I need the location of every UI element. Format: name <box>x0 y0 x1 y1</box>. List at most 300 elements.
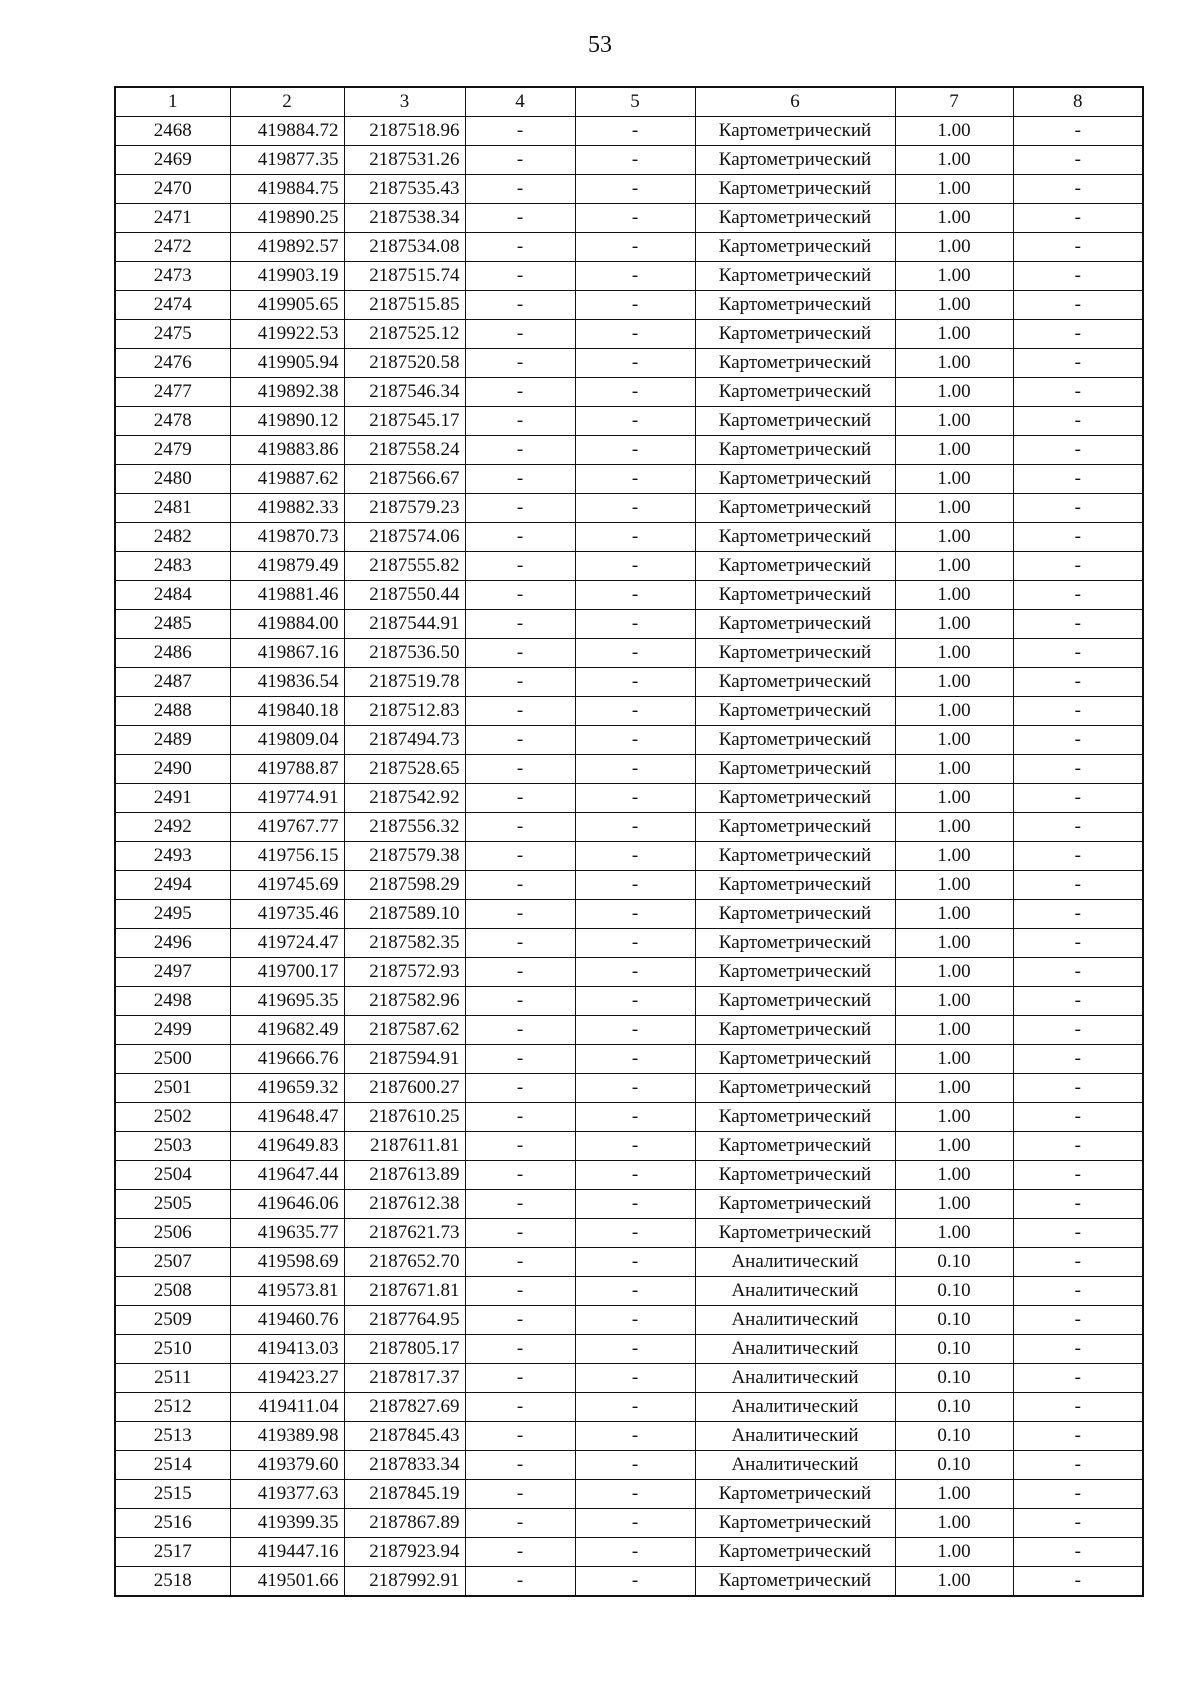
cell-x-coordinate: 419836.54 <box>230 668 344 697</box>
cell-method: Аналитический <box>695 1451 895 1480</box>
cell-point-number: 2475 <box>115 320 230 349</box>
cell-accuracy: 0.10 <box>895 1393 1013 1422</box>
cell-accuracy: 1.00 <box>895 233 1013 262</box>
cell-accuracy: 1.00 <box>895 639 1013 668</box>
cell-method: Картометрический <box>695 1161 895 1190</box>
cell-col-5-value: - <box>575 378 695 407</box>
cell-x-coordinate: 419389.98 <box>230 1422 344 1451</box>
cell-y-coordinate: 2187538.34 <box>344 204 465 233</box>
table-row <box>115 1364 1143 1393</box>
cell-x-coordinate: 419788.87 <box>230 755 344 784</box>
cell-accuracy: 0.10 <box>895 1306 1013 1335</box>
cell-x-coordinate: 419724.47 <box>230 929 344 958</box>
cell-point-number: 2476 <box>115 349 230 378</box>
cell-accuracy: 1.00 <box>895 900 1013 929</box>
cell-point-number: 2480 <box>115 465 230 494</box>
cell-accuracy: 0.10 <box>895 1364 1013 1393</box>
cell-col-8-value: - <box>1013 436 1143 465</box>
cell-y-coordinate: 2187525.12 <box>344 320 465 349</box>
cell-col-5-value: - <box>575 320 695 349</box>
cell-col-5-value: - <box>575 1509 695 1538</box>
cell-col-8-value: - <box>1013 349 1143 378</box>
cell-accuracy: 1.00 <box>895 494 1013 523</box>
cell-method: Картометрический <box>695 407 895 436</box>
cell-col-8-value: - <box>1013 1422 1143 1451</box>
cell-col-5-value: - <box>575 1451 695 1480</box>
cell-col-5-value: - <box>575 755 695 784</box>
cell-y-coordinate: 2187613.89 <box>344 1161 465 1190</box>
cell-point-number: 2507 <box>115 1248 230 1277</box>
cell-point-number: 2479 <box>115 436 230 465</box>
cell-point-number: 2486 <box>115 639 230 668</box>
table-row <box>115 784 1143 813</box>
cell-col-8-value: - <box>1013 1277 1143 1306</box>
cell-point-number: 2483 <box>115 552 230 581</box>
cell-col-5-value: - <box>575 610 695 639</box>
table-row <box>115 465 1143 494</box>
cell-col-4-value: - <box>465 900 575 929</box>
cell-col-8-value: - <box>1013 987 1143 1016</box>
cell-y-coordinate: 2187805.17 <box>344 1335 465 1364</box>
cell-x-coordinate: 419399.35 <box>230 1509 344 1538</box>
cell-point-number: 2471 <box>115 204 230 233</box>
cell-col-8-value: - <box>1013 523 1143 552</box>
cell-y-coordinate: 2187558.24 <box>344 436 465 465</box>
table-row <box>115 1219 1143 1248</box>
cell-col-8-value: - <box>1013 1190 1143 1219</box>
cell-x-coordinate: 419745.69 <box>230 871 344 900</box>
table-row <box>115 1335 1143 1364</box>
cell-x-coordinate: 419756.15 <box>230 842 344 871</box>
cell-col-4-value: - <box>465 639 575 668</box>
cell-col-4-value: - <box>465 697 575 726</box>
cell-method: Картометрический <box>695 552 895 581</box>
cell-accuracy: 1.00 <box>895 929 1013 958</box>
cell-method: Картометрический <box>695 1132 895 1161</box>
cell-x-coordinate: 419809.04 <box>230 726 344 755</box>
cell-col-4-value: - <box>465 871 575 900</box>
cell-point-number: 2502 <box>115 1103 230 1132</box>
cell-accuracy: 1.00 <box>895 407 1013 436</box>
cell-col-5-value: - <box>575 117 695 146</box>
cell-col-8-value: - <box>1013 233 1143 262</box>
table-row <box>115 668 1143 697</box>
cell-point-number: 2505 <box>115 1190 230 1219</box>
cell-method: Картометрический <box>695 1480 895 1509</box>
cell-col-4-value: - <box>465 1306 575 1335</box>
cell-x-coordinate: 419635.77 <box>230 1219 344 1248</box>
cell-col-8-value: - <box>1013 378 1143 407</box>
page-number: 53 <box>588 32 612 58</box>
cell-y-coordinate: 2187827.69 <box>344 1393 465 1422</box>
cell-y-coordinate: 2187587.62 <box>344 1016 465 1045</box>
cell-col-8-value: - <box>1013 1132 1143 1161</box>
cell-col-4-value: - <box>465 1538 575 1567</box>
cell-col-4-value: - <box>465 958 575 987</box>
cell-col-5-value: - <box>575 175 695 204</box>
cell-x-coordinate: 419573.81 <box>230 1277 344 1306</box>
cell-y-coordinate: 2187579.38 <box>344 842 465 871</box>
cell-y-coordinate: 2187671.81 <box>344 1277 465 1306</box>
cell-y-coordinate: 2187566.67 <box>344 465 465 494</box>
cell-col-8-value: - <box>1013 1335 1143 1364</box>
cell-col-4-value: - <box>465 378 575 407</box>
cell-point-number: 2514 <box>115 1451 230 1480</box>
cell-method: Картометрический <box>695 987 895 1016</box>
coordinates-table <box>114 86 1144 1597</box>
cell-point-number: 2516 <box>115 1509 230 1538</box>
cell-y-coordinate: 2187612.38 <box>344 1190 465 1219</box>
cell-point-number: 2512 <box>115 1393 230 1422</box>
cell-x-coordinate: 419598.69 <box>230 1248 344 1277</box>
cell-point-number: 2491 <box>115 784 230 813</box>
column-header-3: 3 <box>344 87 465 117</box>
cell-x-coordinate: 419411.04 <box>230 1393 344 1422</box>
cell-point-number: 2497 <box>115 958 230 987</box>
table-row <box>115 175 1143 204</box>
cell-accuracy: 1.00 <box>895 1538 1013 1567</box>
cell-point-number: 2498 <box>115 987 230 1016</box>
table-row <box>115 1538 1143 1567</box>
column-header-1: 1 <box>115 87 230 117</box>
cell-x-coordinate: 419648.47 <box>230 1103 344 1132</box>
cell-y-coordinate: 2187555.82 <box>344 552 465 581</box>
cell-col-5-value: - <box>575 1364 695 1393</box>
cell-accuracy: 1.00 <box>895 1103 1013 1132</box>
cell-col-4-value: - <box>465 987 575 1016</box>
cell-y-coordinate: 2187833.34 <box>344 1451 465 1480</box>
cell-col-4-value: - <box>465 1132 575 1161</box>
cell-col-4-value: - <box>465 117 575 146</box>
cell-y-coordinate: 2187544.91 <box>344 610 465 639</box>
table-row <box>115 1132 1143 1161</box>
cell-col-8-value: - <box>1013 813 1143 842</box>
cell-accuracy: 0.10 <box>895 1335 1013 1364</box>
cell-y-coordinate: 2187992.91 <box>344 1567 465 1597</box>
cell-y-coordinate: 2187589.10 <box>344 900 465 929</box>
cell-method: Картометрический <box>695 1016 895 1045</box>
cell-x-coordinate: 419460.76 <box>230 1306 344 1335</box>
cell-method: Картометрический <box>695 1219 895 1248</box>
cell-col-4-value: - <box>465 204 575 233</box>
cell-y-coordinate: 2187531.26 <box>344 146 465 175</box>
table-row <box>115 349 1143 378</box>
table-row <box>115 929 1143 958</box>
cell-point-number: 2493 <box>115 842 230 871</box>
cell-method: Аналитический <box>695 1248 895 1277</box>
cell-col-8-value: - <box>1013 552 1143 581</box>
cell-col-4-value: - <box>465 494 575 523</box>
cell-y-coordinate: 2187621.73 <box>344 1219 465 1248</box>
cell-col-5-value: - <box>575 668 695 697</box>
cell-x-coordinate: 419905.65 <box>230 291 344 320</box>
cell-point-number: 2518 <box>115 1567 230 1597</box>
cell-col-8-value: - <box>1013 1451 1143 1480</box>
cell-point-number: 2515 <box>115 1480 230 1509</box>
table-row <box>115 610 1143 639</box>
cell-col-4-value: - <box>465 1480 575 1509</box>
table-row <box>115 1480 1143 1509</box>
cell-point-number: 2484 <box>115 581 230 610</box>
table-row <box>115 1306 1143 1335</box>
cell-point-number: 2509 <box>115 1306 230 1335</box>
cell-accuracy: 0.10 <box>895 1422 1013 1451</box>
table-row <box>115 1190 1143 1219</box>
cell-y-coordinate: 2187579.23 <box>344 494 465 523</box>
cell-x-coordinate: 419379.60 <box>230 1451 344 1480</box>
cell-x-coordinate: 419883.86 <box>230 436 344 465</box>
cell-col-4-value: - <box>465 320 575 349</box>
cell-x-coordinate: 419646.06 <box>230 1190 344 1219</box>
table-row <box>115 552 1143 581</box>
cell-col-4-value: - <box>465 465 575 494</box>
table-row <box>115 407 1143 436</box>
cell-point-number: 2501 <box>115 1074 230 1103</box>
cell-y-coordinate: 2187518.96 <box>344 117 465 146</box>
cell-method: Аналитический <box>695 1306 895 1335</box>
cell-point-number: 2494 <box>115 871 230 900</box>
cell-accuracy: 1.00 <box>895 813 1013 842</box>
cell-accuracy: 1.00 <box>895 146 1013 175</box>
cell-col-4-value: - <box>465 813 575 842</box>
cell-accuracy: 1.00 <box>895 1016 1013 1045</box>
cell-col-8-value: - <box>1013 262 1143 291</box>
table-row <box>115 291 1143 320</box>
cell-point-number: 2504 <box>115 1161 230 1190</box>
table-row <box>115 697 1143 726</box>
cell-point-number: 2473 <box>115 262 230 291</box>
cell-point-number: 2517 <box>115 1538 230 1567</box>
cell-y-coordinate: 2187845.43 <box>344 1422 465 1451</box>
cell-col-5-value: - <box>575 262 695 291</box>
cell-accuracy: 0.10 <box>895 1248 1013 1277</box>
cell-y-coordinate: 2187923.94 <box>344 1538 465 1567</box>
column-header-4: 4 <box>465 87 575 117</box>
cell-col-8-value: - <box>1013 204 1143 233</box>
cell-method: Картометрический <box>695 726 895 755</box>
cell-point-number: 2481 <box>115 494 230 523</box>
cell-col-4-value: - <box>465 581 575 610</box>
cell-col-4-value: - <box>465 1277 575 1306</box>
table-row <box>115 262 1143 291</box>
cell-col-5-value: - <box>575 1074 695 1103</box>
cell-y-coordinate: 2187867.89 <box>344 1509 465 1538</box>
cell-col-5-value: - <box>575 146 695 175</box>
cell-col-5-value: - <box>575 436 695 465</box>
cell-col-5-value: - <box>575 233 695 262</box>
cell-method: Картометрический <box>695 1190 895 1219</box>
cell-method: Аналитический <box>695 1422 895 1451</box>
cell-col-5-value: - <box>575 1016 695 1045</box>
cell-x-coordinate: 419840.18 <box>230 697 344 726</box>
table-row <box>115 1248 1143 1277</box>
cell-col-5-value: - <box>575 1306 695 1335</box>
table-row <box>115 871 1143 900</box>
cell-method: Картометрический <box>695 146 895 175</box>
cell-point-number: 2482 <box>115 523 230 552</box>
cell-col-8-value: - <box>1013 581 1143 610</box>
cell-method: Картометрический <box>695 436 895 465</box>
cell-y-coordinate: 2187535.43 <box>344 175 465 204</box>
cell-col-8-value: - <box>1013 639 1143 668</box>
table-row <box>115 900 1143 929</box>
cell-col-5-value: - <box>575 784 695 813</box>
table-row <box>115 233 1143 262</box>
cell-col-4-value: - <box>465 262 575 291</box>
cell-point-number: 2474 <box>115 291 230 320</box>
cell-col-4-value: - <box>465 407 575 436</box>
cell-col-8-value: - <box>1013 146 1143 175</box>
cell-col-4-value: - <box>465 1393 575 1422</box>
cell-point-number: 2478 <box>115 407 230 436</box>
cell-y-coordinate: 2187600.27 <box>344 1074 465 1103</box>
cell-accuracy: 0.10 <box>895 1451 1013 1480</box>
cell-method: Картометрический <box>695 900 895 929</box>
cell-x-coordinate: 419447.16 <box>230 1538 344 1567</box>
cell-col-8-value: - <box>1013 871 1143 900</box>
column-header-8: 8 <box>1013 87 1143 117</box>
table-row <box>115 1016 1143 1045</box>
cell-col-8-value: - <box>1013 320 1143 349</box>
table-row <box>115 204 1143 233</box>
cell-col-4-value: - <box>465 146 575 175</box>
cell-col-8-value: - <box>1013 1306 1143 1335</box>
cell-accuracy: 1.00 <box>895 610 1013 639</box>
cell-y-coordinate: 2187574.06 <box>344 523 465 552</box>
cell-col-8-value: - <box>1013 1480 1143 1509</box>
table-row <box>115 146 1143 175</box>
table-row <box>115 987 1143 1016</box>
cell-method: Картометрический <box>695 929 895 958</box>
cell-x-coordinate: 419767.77 <box>230 813 344 842</box>
cell-point-number: 2513 <box>115 1422 230 1451</box>
cell-col-4-value: - <box>465 1219 575 1248</box>
cell-point-number: 2472 <box>115 233 230 262</box>
cell-col-8-value: - <box>1013 784 1143 813</box>
cell-col-4-value: - <box>465 1248 575 1277</box>
cell-y-coordinate: 2187610.25 <box>344 1103 465 1132</box>
cell-accuracy: 1.00 <box>895 987 1013 1016</box>
cell-col-5-value: - <box>575 349 695 378</box>
cell-col-8-value: - <box>1013 407 1143 436</box>
cell-y-coordinate: 2187515.74 <box>344 262 465 291</box>
cell-col-8-value: - <box>1013 958 1143 987</box>
cell-accuracy: 1.00 <box>895 1219 1013 1248</box>
cell-method: Картометрический <box>695 523 895 552</box>
cell-col-4-value: - <box>465 349 575 378</box>
cell-col-5-value: - <box>575 407 695 436</box>
cell-x-coordinate: 419905.94 <box>230 349 344 378</box>
cell-col-8-value: - <box>1013 1567 1143 1597</box>
cell-col-4-value: - <box>465 523 575 552</box>
cell-col-8-value: - <box>1013 1074 1143 1103</box>
cell-method: Картометрический <box>695 639 895 668</box>
cell-method: Картометрический <box>695 233 895 262</box>
cell-method: Картометрический <box>695 610 895 639</box>
cell-col-8-value: - <box>1013 668 1143 697</box>
cell-method: Картометрический <box>695 204 895 233</box>
cell-point-number: 2477 <box>115 378 230 407</box>
table-row <box>115 378 1143 407</box>
cell-x-coordinate: 419867.16 <box>230 639 344 668</box>
cell-accuracy: 1.00 <box>895 755 1013 784</box>
cell-method: Картометрический <box>695 1538 895 1567</box>
cell-col-8-value: - <box>1013 1509 1143 1538</box>
cell-x-coordinate: 419682.49 <box>230 1016 344 1045</box>
table-row <box>115 1045 1143 1074</box>
cell-col-8-value: - <box>1013 291 1143 320</box>
cell-method: Картометрический <box>695 1509 895 1538</box>
table-row <box>115 813 1143 842</box>
cell-y-coordinate: 2187519.78 <box>344 668 465 697</box>
cell-col-5-value: - <box>575 842 695 871</box>
cell-accuracy: 1.00 <box>895 1190 1013 1219</box>
cell-x-coordinate: 419377.63 <box>230 1480 344 1509</box>
cell-col-5-value: - <box>575 929 695 958</box>
cell-x-coordinate: 419884.75 <box>230 175 344 204</box>
cell-point-number: 2485 <box>115 610 230 639</box>
cell-y-coordinate: 2187512.83 <box>344 697 465 726</box>
column-header-5: 5 <box>575 87 695 117</box>
cell-point-number: 2468 <box>115 117 230 146</box>
column-header-6: 6 <box>695 87 895 117</box>
cell-col-5-value: - <box>575 465 695 494</box>
cell-point-number: 2487 <box>115 668 230 697</box>
cell-col-8-value: - <box>1013 1393 1143 1422</box>
cell-col-5-value: - <box>575 1103 695 1132</box>
cell-y-coordinate: 2187536.50 <box>344 639 465 668</box>
cell-col-8-value: - <box>1013 726 1143 755</box>
cell-col-4-value: - <box>465 842 575 871</box>
cell-col-4-value: - <box>465 436 575 465</box>
cell-col-5-value: - <box>575 1132 695 1161</box>
cell-point-number: 2490 <box>115 755 230 784</box>
cell-col-8-value: - <box>1013 1219 1143 1248</box>
cell-col-5-value: - <box>575 1161 695 1190</box>
cell-method: Картометрический <box>695 697 895 726</box>
cell-col-4-value: - <box>465 1422 575 1451</box>
cell-col-4-value: - <box>465 552 575 581</box>
cell-col-8-value: - <box>1013 117 1143 146</box>
cell-x-coordinate: 419922.53 <box>230 320 344 349</box>
table-row <box>115 320 1143 349</box>
cell-accuracy: 1.00 <box>895 117 1013 146</box>
cell-x-coordinate: 419877.35 <box>230 146 344 175</box>
cell-y-coordinate: 2187556.32 <box>344 813 465 842</box>
cell-col-8-value: - <box>1013 175 1143 204</box>
cell-col-8-value: - <box>1013 929 1143 958</box>
cell-method: Картометрический <box>695 349 895 378</box>
cell-x-coordinate: 419695.35 <box>230 987 344 1016</box>
cell-x-coordinate: 419903.19 <box>230 262 344 291</box>
cell-accuracy: 1.00 <box>895 1161 1013 1190</box>
cell-point-number: 2495 <box>115 900 230 929</box>
cell-x-coordinate: 419666.76 <box>230 1045 344 1074</box>
cell-method: Аналитический <box>695 1393 895 1422</box>
cell-x-coordinate: 419884.00 <box>230 610 344 639</box>
cell-accuracy: 1.00 <box>895 1509 1013 1538</box>
cell-method: Картометрический <box>695 958 895 987</box>
table-row <box>115 1074 1143 1103</box>
cell-accuracy: 1.00 <box>895 204 1013 233</box>
cell-col-8-value: - <box>1013 1364 1143 1393</box>
cell-accuracy: 1.00 <box>895 291 1013 320</box>
cell-col-5-value: - <box>575 552 695 581</box>
table-row <box>115 1393 1143 1422</box>
cell-x-coordinate: 419423.27 <box>230 1364 344 1393</box>
cell-accuracy: 1.00 <box>895 320 1013 349</box>
cell-col-8-value: - <box>1013 1248 1143 1277</box>
